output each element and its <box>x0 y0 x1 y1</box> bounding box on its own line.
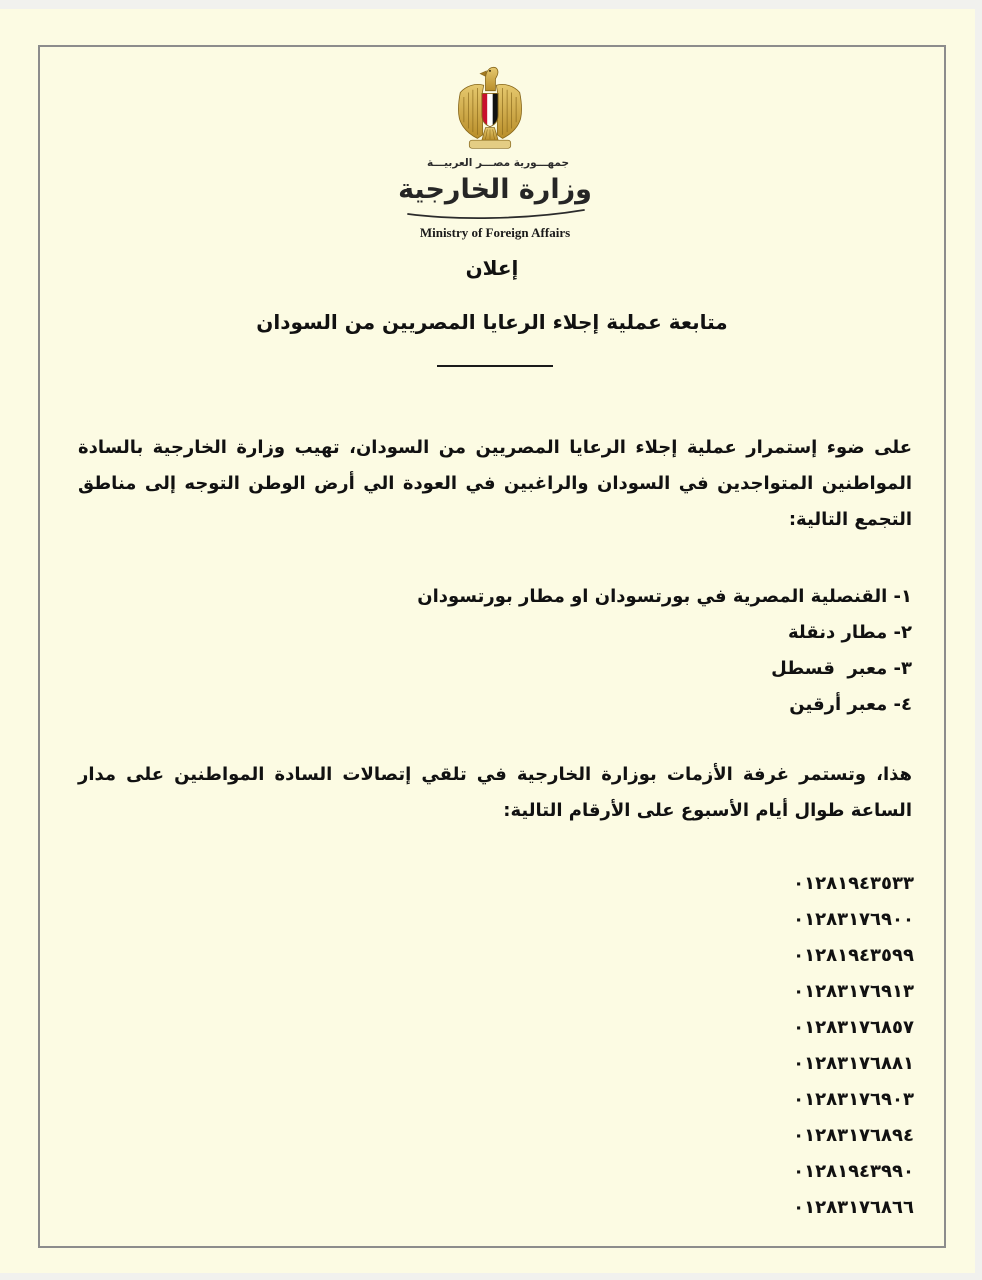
gathering-point: ٤- معبر أرقين <box>789 694 912 715</box>
phone-number: ٠١٢٨١٩٤٣٩٩٠ <box>793 1161 914 1182</box>
phone-numbers-list <box>560 866 914 1226</box>
hotline-paragraph: هذا، وتستمر غرفة الأزمات بوزارة الخارجية في تلقي إتصالات السادة المواطنين على مدار الساعة طوال أيام الأسبوع على الأرقام التالية: <box>78 764 912 821</box>
title-divider <box>437 365 553 367</box>
phone-number: ٠١٢٨٣١٧٦٨٥٧ <box>793 1017 914 1038</box>
phone-number: ٠١٢٨٣١٧٦٩٠٣ <box>793 1089 914 1110</box>
gathering-point: ١- القنصلية المصرية في بورتسودان او مطار بورتسودان <box>417 586 912 607</box>
phone-number: ٠١٢٨٣١٧٦٨٩٤ <box>793 1125 914 1146</box>
gathering-point: ٢- مطار دنقلة <box>787 622 912 643</box>
emblem-scroll <box>469 140 510 148</box>
gathering-points-list <box>78 579 912 723</box>
calligraphy-swash <box>404 204 588 222</box>
announcement-subtitle: متابعة عملية إجلاء الرعايا المصريين من السودان <box>256 310 728 334</box>
phone-number: ٠١٢٨٣١٧٦٨٨١ <box>793 1053 914 1074</box>
intro-paragraph: على ضوء إستمرار عملية إجلاء الرعايا المصريين من السودان، تهيب وزارة الخارجية بالسادة المواطنين المتواجدين في السودان والراغبين في العودة الي أرض الوطن التوجه إلى مناطق التجمع التالية: <box>78 437 912 530</box>
phone-number: ٠١٢٨٣١٧٦٨٦٦ <box>793 1197 914 1218</box>
phone-number: ٠١٢٨٣١٧٦٩١٣ <box>793 981 914 1002</box>
republic-name: جمهـــورية مصـــر العربيـــة <box>426 157 570 169</box>
phone-number: ٠١٢٨١٩٤٣٥٩٩ <box>793 945 914 966</box>
emblem-tail <box>482 128 498 141</box>
ministry-name-english: Ministry of Foreign Affairs <box>419 225 571 240</box>
gathering-point: ٣- معبر قسطل <box>771 658 912 679</box>
announcement-title: إعلان <box>465 256 519 280</box>
phone-number: ٠١٢٨١٩٤٣٥٣٣ <box>793 873 914 894</box>
phone-number: ٠١٢٨٣١٧٦٩٠٠ <box>793 909 914 930</box>
ministry-name-arabic: وزارة الخارجية <box>398 174 592 205</box>
eagle-emblem-icon <box>454 61 526 151</box>
